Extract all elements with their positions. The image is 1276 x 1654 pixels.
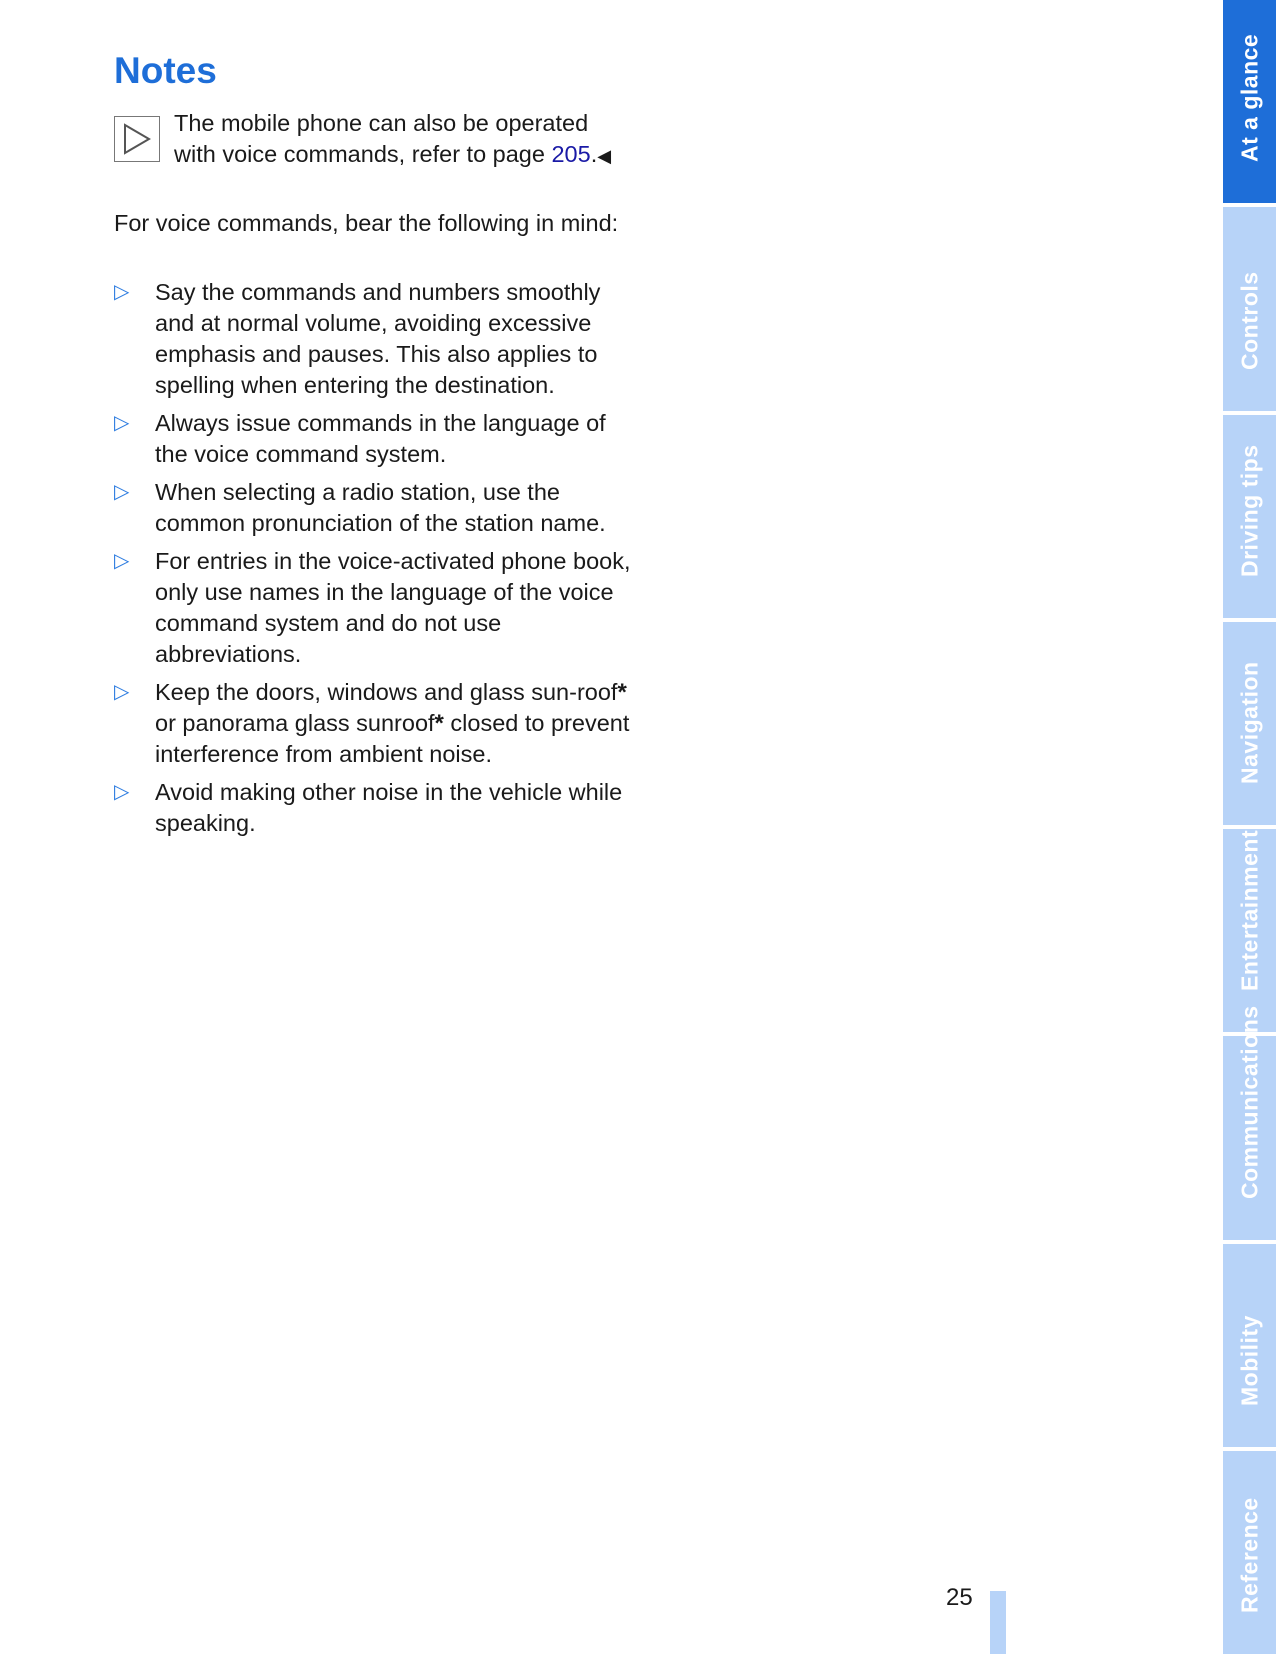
tab-label: Entertainment	[1236, 830, 1262, 992]
optional-equipment-star: *	[434, 710, 444, 737]
bullet-triangle-icon: ▷	[114, 412, 130, 434]
note-text: The mobile phone can also be operated with voice commands, refer to page	[174, 110, 589, 167]
bullet-triangle-icon: ▷	[114, 781, 130, 803]
tab-reference[interactable]	[1223, 1451, 1276, 1654]
list-item	[114, 777, 634, 839]
page-number: 25	[946, 1584, 973, 1611]
tab-label: Navigation	[1236, 661, 1262, 784]
list-item	[114, 277, 634, 401]
bullet-triangle-icon: ▷	[114, 550, 130, 572]
list-item	[114, 408, 634, 470]
page-link[interactable]: 205	[551, 141, 591, 167]
list-item	[114, 477, 634, 539]
bullet-text: For entries in the voice-activated phone book, only use names in the language of the voice command system and do not use abbreviations.	[155, 548, 631, 667]
tab-driving-tips[interactable]	[1223, 415, 1276, 618]
note-block	[114, 108, 634, 172]
bullet-triangle-icon: ▷	[114, 481, 130, 503]
tab-label: At a glance	[1236, 34, 1262, 163]
bullet-text: Say the commands and numbers smoothly and at normal volume, avoiding excessive emphasis and pauses. This also applies to spelling when entering the destination.	[155, 279, 601, 398]
note-period: .	[590, 141, 598, 167]
bullet-text: Always issue commands in the language of the voice command system.	[155, 410, 606, 467]
tab-label: Communications	[1236, 1004, 1262, 1199]
tab-navigation[interactable]	[1223, 622, 1276, 825]
intro-text: For voice commands, bear the following in mind:	[114, 210, 619, 236]
list-item	[114, 677, 634, 770]
page-number-bar	[990, 1591, 1006, 1654]
bullet-text-part: or panorama glass sunroof	[155, 710, 435, 736]
tab-label: Controls	[1236, 270, 1262, 370]
page-title: Notes	[114, 50, 217, 91]
bullet-text-part: closed to prevent interference from ambient noise.	[155, 710, 630, 767]
bullet-triangle-icon: ▷	[114, 681, 130, 703]
bullet-text	[155, 679, 629, 767]
triangle-play-icon	[114, 116, 160, 162]
tab-label: Driving tips	[1236, 444, 1262, 577]
list-item	[114, 546, 634, 670]
tab-label: Reference	[1236, 1497, 1262, 1613]
bullet-triangle-icon: ▷	[114, 281, 130, 303]
bullet-text-part: Keep the doors, windows and glass sun-roof	[155, 679, 618, 705]
tab-at-a-glance[interactable]	[1223, 0, 1276, 203]
chapter-tabs	[1223, 0, 1276, 1654]
bullet-text: When selecting a radio station, use the common pronunciation of the station name.	[155, 479, 606, 536]
tab-communications[interactable]	[1223, 1004, 1276, 1239]
tab-entertainment[interactable]	[1223, 829, 1276, 1032]
bullet-list	[114, 277, 634, 846]
tab-mobility[interactable]	[1223, 1244, 1276, 1447]
optional-equipment-star: *	[617, 679, 627, 706]
tab-label: Mobility	[1236, 1314, 1262, 1406]
bullet-text: Avoid making other noise in the vehicle while speaking.	[155, 779, 623, 836]
end-mark-icon: ◀	[597, 146, 612, 166]
tab-controls[interactable]	[1223, 207, 1276, 410]
